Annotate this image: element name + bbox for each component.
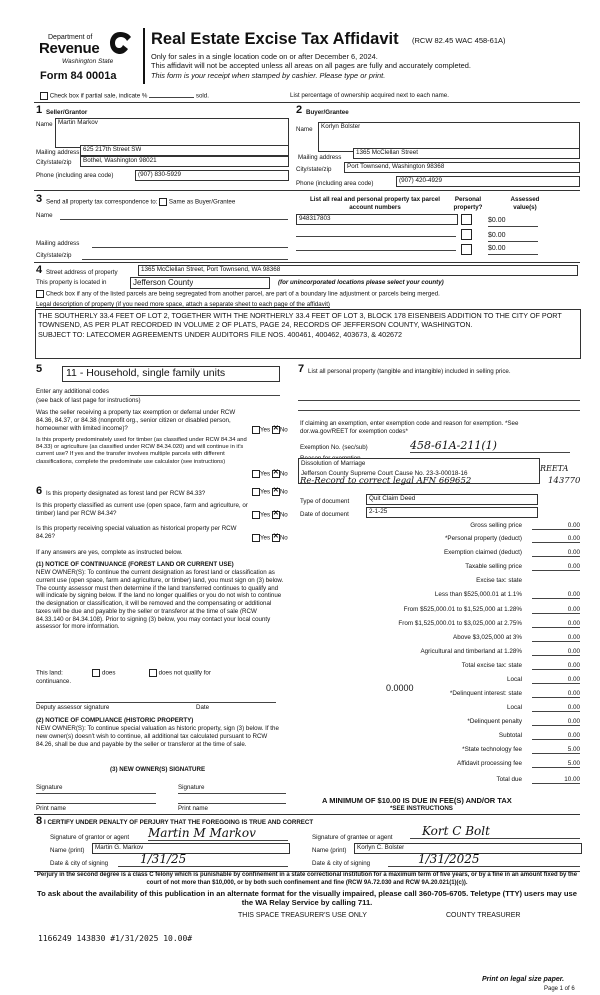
- this-land-row: [36, 669, 211, 677]
- codes-label: Enter any additional codes: [36, 388, 109, 395]
- legal-description: THE SOUTHERLY 33.4 FEET OF LOT 2, TOGETHER WITH THE NORTHERLY 33.4 FEET OF LOT 3, BLOCK 178 EISENBEIS ADDITION TO THE CITY OF PORT TOWNSEND, AS PER PLAT RECORDED IN VOLUME 2 OF PLATS, PAGE 24, RECORDS OF JEFFERSON COUNTY, WASHINGTON.: [38, 311, 562, 329]
- exemption-no-label: Exemption No. (sec/sub): [300, 444, 368, 451]
- assessed-value: $0.00: [488, 217, 538, 227]
- local-rate: 0.0000: [386, 683, 414, 693]
- yes-label: Yes: [260, 426, 271, 434]
- tax-row: [285, 648, 580, 658]
- buyer-phone: (907) 420-4929: [399, 177, 443, 184]
- legal-size-note: Print on legal size paper.: [482, 976, 565, 983]
- tax-row-value[interactable]: 0.00: [532, 662, 580, 670]
- tax-row: [285, 704, 580, 714]
- county-value: Jefferson County: [133, 278, 194, 287]
- s5-q1-no-checkbox[interactable]: [272, 426, 280, 434]
- notice2-heading: (2) NOTICE OF COMPLIANCE (HISTORIC PROPERTY): [36, 717, 194, 724]
- s6-q2: Is this property classified as current use (open space, farm and agriculture, or timber) land per RCW 84.34?: [36, 502, 248, 517]
- section6-num: 6: [36, 485, 43, 497]
- reason-line1: Dissolution of Marriage: [301, 460, 366, 467]
- s5-q1: Was the seller receiving a property tax exemption or deferral under RCW 84.36, 84.37, or 84.38 (nonprofit org., senior citizen or disabled person, homeowner with limited income)?: [36, 409, 236, 432]
- tax-row-value[interactable]: 0.00: [532, 690, 580, 698]
- county-note: (for unincorporated locations please select your county): [278, 279, 444, 286]
- grantor-name: Martin G. Markov: [95, 844, 144, 851]
- tax-row-value[interactable]: 0.00: [532, 704, 580, 712]
- s5-q2-yes-checkbox[interactable]: [252, 470, 260, 478]
- tax-row: [285, 676, 580, 686]
- grantee-name-label: Name (print): [312, 847, 347, 854]
- state-name: Washington State: [62, 58, 114, 65]
- tax-row-label: Agricultural and timberland at 1.28%: [420, 648, 522, 655]
- tax-row-label: Exemption claimed (deduct): [443, 549, 522, 556]
- section3-num: 3: [36, 193, 43, 205]
- county-select[interactable]: [130, 277, 270, 289]
- form-title: Real Estate Excise Tax Affidavit: [151, 30, 399, 48]
- seller-city-field[interactable]: [80, 156, 289, 167]
- form-number: Form 84 0001a: [40, 70, 117, 82]
- parcel-field[interactable]: [296, 214, 458, 225]
- no-label: No: [279, 488, 288, 496]
- located-label: This property is located in: [36, 279, 107, 286]
- does-qualify-checkbox[interactable]: [92, 669, 100, 677]
- buyer-name-label: Name: [296, 126, 313, 133]
- assessed-value: $0.00: [488, 245, 538, 255]
- seller-address: 625 217th Street SW: [83, 146, 142, 153]
- tax-row-label: *State technology fee: [462, 746, 522, 753]
- tax-row-label: Local: [506, 676, 522, 683]
- tax-row: [285, 662, 580, 672]
- buyer-address-field[interactable]: [353, 148, 580, 159]
- s3-name-label: Name: [36, 212, 53, 219]
- correspondence-label: Send all property tax correspondence to:: [46, 198, 158, 206]
- doc-date-label: Date of document: [300, 511, 349, 518]
- seller-city-label: City/state/zip: [36, 159, 72, 166]
- s6-if-yes: If any answers are yes, complete as instructed below.: [36, 549, 183, 556]
- exemption-no[interactable]: 458-61A-211(1): [410, 439, 570, 453]
- no-label: No: [279, 470, 288, 478]
- header-divider: [143, 28, 145, 84]
- tax-row-label: *Delinquent penalty: [467, 718, 522, 725]
- tax-row-label: Gross selling price: [470, 522, 522, 529]
- section2-num: 2: [296, 104, 303, 116]
- wa-logo-icon: [108, 30, 132, 56]
- s6-q1-yes-checkbox[interactable]: [252, 488, 260, 496]
- alt-format-text: To ask about the availability of this publication in an alternate format for the visually impaired, please call 360-705-6705. Teletype (TTY) users may use the WA Relay Service by calling 711.: [37, 889, 577, 908]
- partial-sale-label: Check box if partial sale, indicate %: [49, 92, 148, 100]
- owner-signature-label: Signature: [36, 784, 63, 791]
- tax-row-label: Excise tax: state: [476, 577, 522, 584]
- see-instructions: *SEE INSTRUCTIONS: [390, 805, 453, 812]
- tax-row-value[interactable]: 0.00: [532, 549, 580, 557]
- cashier-stamp: 1166249 143830 #1/31/2025 10.00#: [38, 934, 193, 943]
- notice1-heading: (1) NOTICE OF CONTINUANCE (FOREST LAND OR CURRENT USE): [36, 561, 234, 568]
- tax-row: [285, 718, 580, 728]
- no-label: No: [279, 426, 288, 434]
- assessed-col-header: Assessed value(s): [510, 196, 540, 211]
- notice3-heading: (3) NEW OWNER(S) SIGNATURE: [110, 766, 206, 773]
- grantor-sig-label: Signature of grantor or agent: [50, 834, 130, 841]
- continuance-label: continuance.: [36, 678, 72, 685]
- tax-row-label: Above $3,025,000 at 3%: [453, 634, 522, 641]
- tax-row-value[interactable]: 0.00: [532, 522, 580, 530]
- doc-date-field[interactable]: [366, 507, 538, 518]
- seller-phone-field[interactable]: [135, 170, 289, 181]
- tax-row: [285, 760, 580, 770]
- minimum-due: A MINIMUM OF $10.00 IS DUE IN FEE(S) AND/OR TAX: [322, 796, 512, 805]
- no-label: No: [279, 511, 288, 519]
- ownership-note: List percentage of ownership acquired next to each name.: [290, 92, 449, 99]
- tax-row-value[interactable]: 0.00: [532, 591, 580, 599]
- tax-row-label: Total due: [496, 776, 522, 783]
- segregated-row: [36, 290, 440, 298]
- tax-row: [285, 591, 580, 601]
- tax-row-value[interactable]: 0.00: [532, 535, 580, 543]
- tax-row: [285, 549, 580, 559]
- handwritten-rerecord: Re-Record to correct legal AFN 669652: [300, 476, 472, 486]
- tax-row: [285, 522, 580, 532]
- tax-row: [285, 634, 580, 644]
- section4-num: 4: [36, 264, 43, 276]
- owner-print-label: Print name: [36, 805, 66, 812]
- deputy-signature-label: Deputy assessor signature: [36, 704, 110, 711]
- section5-num: 5: [36, 363, 43, 375]
- tax-row-label: Affidavit processing fee: [457, 760, 522, 767]
- s6-q1-no-checkbox[interactable]: [272, 488, 280, 496]
- personal-property-checkbox[interactable]: [461, 244, 472, 255]
- does-not-label: does not qualify for: [158, 669, 211, 677]
- tax-row-value[interactable]: 0.00: [532, 606, 580, 614]
- tax-row-value[interactable]: 10.00: [532, 776, 580, 784]
- tax-row: [285, 746, 580, 756]
- section7-num: 7: [298, 363, 305, 375]
- grantor-signature[interactable]: Martin M Markov: [148, 826, 288, 841]
- s5-q1-yes-checkbox[interactable]: [252, 426, 260, 434]
- notice1-text: NEW OWNER(S): To continue the current designation as forest land or classification as current use (open space, farm and agriculture, or timber) land, you must sign on (3) below. The county assessor must then determine if the land transferred continues to qualify and will indicate by signing below. If the land no longer qualifies or you do not wish to continue the designation or classification, it will be removed and the compensating or additional taxes will be due and payable by the seller or transferor at the time of sale (RCW 84.33.140 or 84.34.108). Prior to signing (3) below, you may contact your local county assessor for more information.: [36, 569, 284, 631]
- does-not-qualify-checkbox[interactable]: [149, 669, 157, 677]
- s6-q2-no-checkbox[interactable]: [272, 511, 280, 519]
- deputy-date-label: Date: [196, 704, 210, 711]
- yes-label: Yes: [260, 488, 271, 496]
- tax-row-value[interactable]: 5.00: [532, 760, 580, 768]
- doc-date: 2-1-25: [369, 508, 388, 515]
- treasurer-only-label: THIS SPACE TREASURER'S USE ONLY: [238, 912, 367, 919]
- s5-q2-no-checkbox[interactable]: [272, 470, 280, 478]
- tax-row-label: Subtotal: [498, 732, 522, 739]
- county-treasurer-label: COUNTY TREASURER: [446, 912, 521, 919]
- same-as-buyer-checkbox[interactable]: [159, 198, 167, 206]
- partial-sale-row: [40, 92, 209, 100]
- section8-num: 8: [36, 815, 43, 827]
- does-label: does: [102, 669, 116, 677]
- seller-phone-label: Phone (including area code): [36, 172, 114, 179]
- exemption-text: If claiming an exemption, enter exemption code and reason for exemption. *See dor.wa.gov/REET for exemption codes*: [300, 420, 519, 435]
- section3-text: [46, 198, 235, 206]
- land-use-value: 11 - Household, single family units: [66, 367, 226, 379]
- yes-label: Yes: [260, 470, 271, 478]
- buyer-address: 1365 McClellan Street: [356, 149, 418, 156]
- codes-note: (see back of last page for instructions): [36, 397, 141, 404]
- tax-row: [285, 732, 580, 742]
- reason-line2: Jefferson County Supreme Court Cause No. 23-3-00018-16: [301, 470, 468, 477]
- s6-q3-yes-checkbox[interactable]: [252, 534, 260, 542]
- grantee-sig-label: Signature of grantee or agent: [312, 834, 393, 841]
- segregated-checkbox[interactable]: [36, 290, 44, 298]
- tax-row-value[interactable]: 0.00: [532, 620, 580, 628]
- seller-address-label: Mailing address: [36, 149, 80, 156]
- dept-line: Department of: [48, 34, 93, 41]
- tax-row-value[interactable]: 5.00: [532, 746, 580, 754]
- s6-q3: Is this property receiving special valuation as historical property per RCW 84.26?: [36, 525, 237, 540]
- header-note: This form is your receipt when stamped by cashier. Please type or print.: [151, 70, 386, 80]
- tax-row-label: Taxable selling price: [465, 563, 522, 570]
- form-title-ref: (RCW 82.45 WAC 458-61A): [412, 36, 506, 45]
- legal-label: Legal description of property (if you need more space, attach a separate sheet to each page of the affidavit): [36, 301, 330, 308]
- tax-row-value[interactable]: 0.00: [532, 563, 580, 571]
- buyer-name: Korlyn Bolster: [321, 123, 361, 130]
- section7-text: List all personal property (tangible and intangible) included in selling price.: [308, 368, 511, 375]
- yes-label: Yes: [260, 534, 271, 542]
- tax-row: [285, 563, 580, 573]
- grantee-date-label: Date & city of signing: [312, 860, 371, 867]
- buyer-city-label: City/state/zip: [296, 166, 332, 173]
- same-as-buyer-label: Same as Buyer/Grantee: [168, 198, 236, 206]
- tax-row-label: *Personal property (deduct): [444, 535, 522, 542]
- street-label: Street address of property: [46, 269, 118, 276]
- certify-text: I CERTIFY UNDER PENALTY OF PERJURY THAT THE FOREGOING IS TRUE AND CORRECT: [44, 819, 314, 826]
- buyer-phone-label: Phone (including area code): [296, 180, 374, 187]
- s5-q1-answer: [252, 426, 288, 434]
- street-field[interactable]: [138, 265, 578, 276]
- buyer-city-field[interactable]: [344, 162, 580, 173]
- header-note: Only for sales in a single location code on or after December 6, 2024.: [151, 52, 378, 61]
- parcel-col-header: List all real and personal property tax parcel account numbers: [310, 196, 440, 211]
- parcel-number: 948317803: [299, 215, 331, 222]
- s3-city-label: City/state/zip: [36, 252, 72, 259]
- buyer-phone-field[interactable]: [396, 176, 580, 187]
- land-use-select[interactable]: [62, 366, 280, 382]
- s6-q1-answer: [252, 488, 288, 496]
- doc-type-label: Type of document: [300, 498, 350, 505]
- tax-row-label: Local: [506, 704, 522, 711]
- tax-row-label: Less than $525,000.01 at 1.1%: [434, 591, 522, 598]
- s5-q2-answer: [252, 470, 288, 478]
- tax-row: [285, 620, 580, 630]
- buyer-heading: Buyer/Grantee: [306, 109, 349, 116]
- tax-row-value[interactable]: 0.00: [532, 648, 580, 656]
- owner-signature-label-2: Signature: [178, 784, 205, 791]
- grantor-date-label: Date & city of signing: [50, 860, 109, 867]
- s6-q3-answer: [252, 534, 288, 542]
- tax-row: [285, 606, 580, 616]
- tax-row-value[interactable]: 0.00: [532, 732, 580, 740]
- personal-col-header: Personal property?: [453, 196, 483, 211]
- s6-q2-yes-checkbox[interactable]: [252, 511, 260, 519]
- s3-mailing-label: Mailing address: [36, 240, 80, 247]
- seller-name-label: Name: [36, 121, 53, 128]
- tax-row-label: *Delinquent interest: state: [449, 690, 522, 697]
- legal-description-field[interactable]: [35, 309, 581, 359]
- partial-sale-checkbox[interactable]: [40, 92, 48, 100]
- assessed-value: $0.00: [488, 232, 538, 242]
- header-note: This affidavit will not be accepted unless all areas on all pages are fully and accurately completed.: [151, 61, 471, 71]
- s5-q2: Is this property predominately used for timber (as classified under RCW 84.34 and 84.33) or agriculture (as classified under RCW 84.34.020) and will continue in it's current use? If yes and the transfer involves multiple parcels with different classifications, complete the predominate use calculator (see instructions): [36, 437, 247, 465]
- revenue-word: Revenue: [39, 40, 100, 57]
- doc-type: Quit Claim Deed: [369, 495, 416, 502]
- personal-property-checkbox[interactable]: [461, 214, 472, 225]
- grantor-date[interactable]: 1/31/25: [118, 852, 288, 867]
- handwritten-afn: 143770: [548, 476, 581, 486]
- section1-num: 1: [36, 104, 43, 116]
- seller-phone: (907) 830-5929: [138, 171, 182, 178]
- tax-row: [285, 577, 580, 587]
- sold-label: sold.: [195, 92, 209, 100]
- notice2-text: NEW OWNER(S): To continue special valuation as historic property, sign (3) below. If the new owner(s) doesn't wish to continue, all additional tax calculated pursuant to RCW 84.26, shall be due and payable by the seller or transferor at the time of sale.: [36, 725, 279, 748]
- doc-type-field[interactable]: [366, 494, 538, 505]
- seller-city: Bothel, Washington 98021: [83, 157, 157, 164]
- seller-name: Martin Markov: [58, 119, 98, 126]
- yes-label: Yes: [260, 511, 271, 519]
- header-notes: [151, 52, 471, 80]
- owner-print-label-2: Print name: [178, 805, 208, 812]
- tax-row: [285, 535, 580, 545]
- street-address: 1365 McClellan Street, Port Townsend, WA 98368: [141, 266, 281, 273]
- s6-q2-answer: [252, 511, 288, 519]
- tax-row-value[interactable]: 0.00: [532, 676, 580, 684]
- tax-row-value[interactable]: 0.00: [532, 634, 580, 642]
- seller-name-field[interactable]: [55, 118, 289, 148]
- legal-description-2: SUBJECT TO: LATECOMER AGREEMENTS UNDER AUDITORS FILE NOS. 400461, 400462, 403673, & 402672: [38, 330, 403, 339]
- grantee-signature[interactable]: Kort C Bolt: [410, 824, 580, 839]
- seller-address-field[interactable]: [80, 145, 289, 156]
- buyer-address-label: Mailing address: [298, 154, 342, 161]
- tax-row: [285, 690, 580, 700]
- s6-q3-no-checkbox[interactable]: [272, 534, 280, 542]
- buyer-city: Port Townsend, Washington 98368: [347, 163, 445, 170]
- personal-property-checkbox[interactable]: [461, 229, 472, 240]
- grantee-name: Korlyn C. Bolster: [357, 844, 405, 851]
- no-label: No: [279, 534, 288, 542]
- tax-row-value[interactable]: 0.00: [532, 718, 580, 726]
- segregated-label: Check box if any of the listed parcels are being segregated from another parcel, are part of a boundary line adjustment or parcels being merged.: [45, 290, 440, 298]
- grantee-date[interactable]: 1/31/2025: [388, 852, 580, 867]
- seller-heading: Seller/Grantor: [46, 109, 88, 116]
- grantor-name-label: Name (print): [50, 847, 85, 854]
- this-land-label: This land:: [36, 669, 63, 677]
- page-number: Page 1 of 6: [544, 986, 575, 992]
- s6-q1: Is this property designated as forest land per RCW 84.33?: [46, 490, 206, 497]
- tax-row: [285, 776, 580, 786]
- perjury-text: Perjury in the second degree is a class C felony which is punishable by confinement in a state correctional institution for a maximum term of five years, or by a fine in an amount fixed by the court of not more than $10,000, or by both such confinement and fine (RCW 9A.72.030 and RCW 9A.20.021(1)(c)).: [36, 872, 578, 886]
- tax-row-label: From $525,000.01 to $1,525,000 at 1.28%: [403, 606, 522, 613]
- handwritten-reeta: REETA: [540, 464, 569, 473]
- tax-row-label: Total excise tax: state: [461, 662, 522, 669]
- tax-row-label: From $1,525,000.01 to $3,025,000 at 2.75%: [398, 620, 522, 627]
